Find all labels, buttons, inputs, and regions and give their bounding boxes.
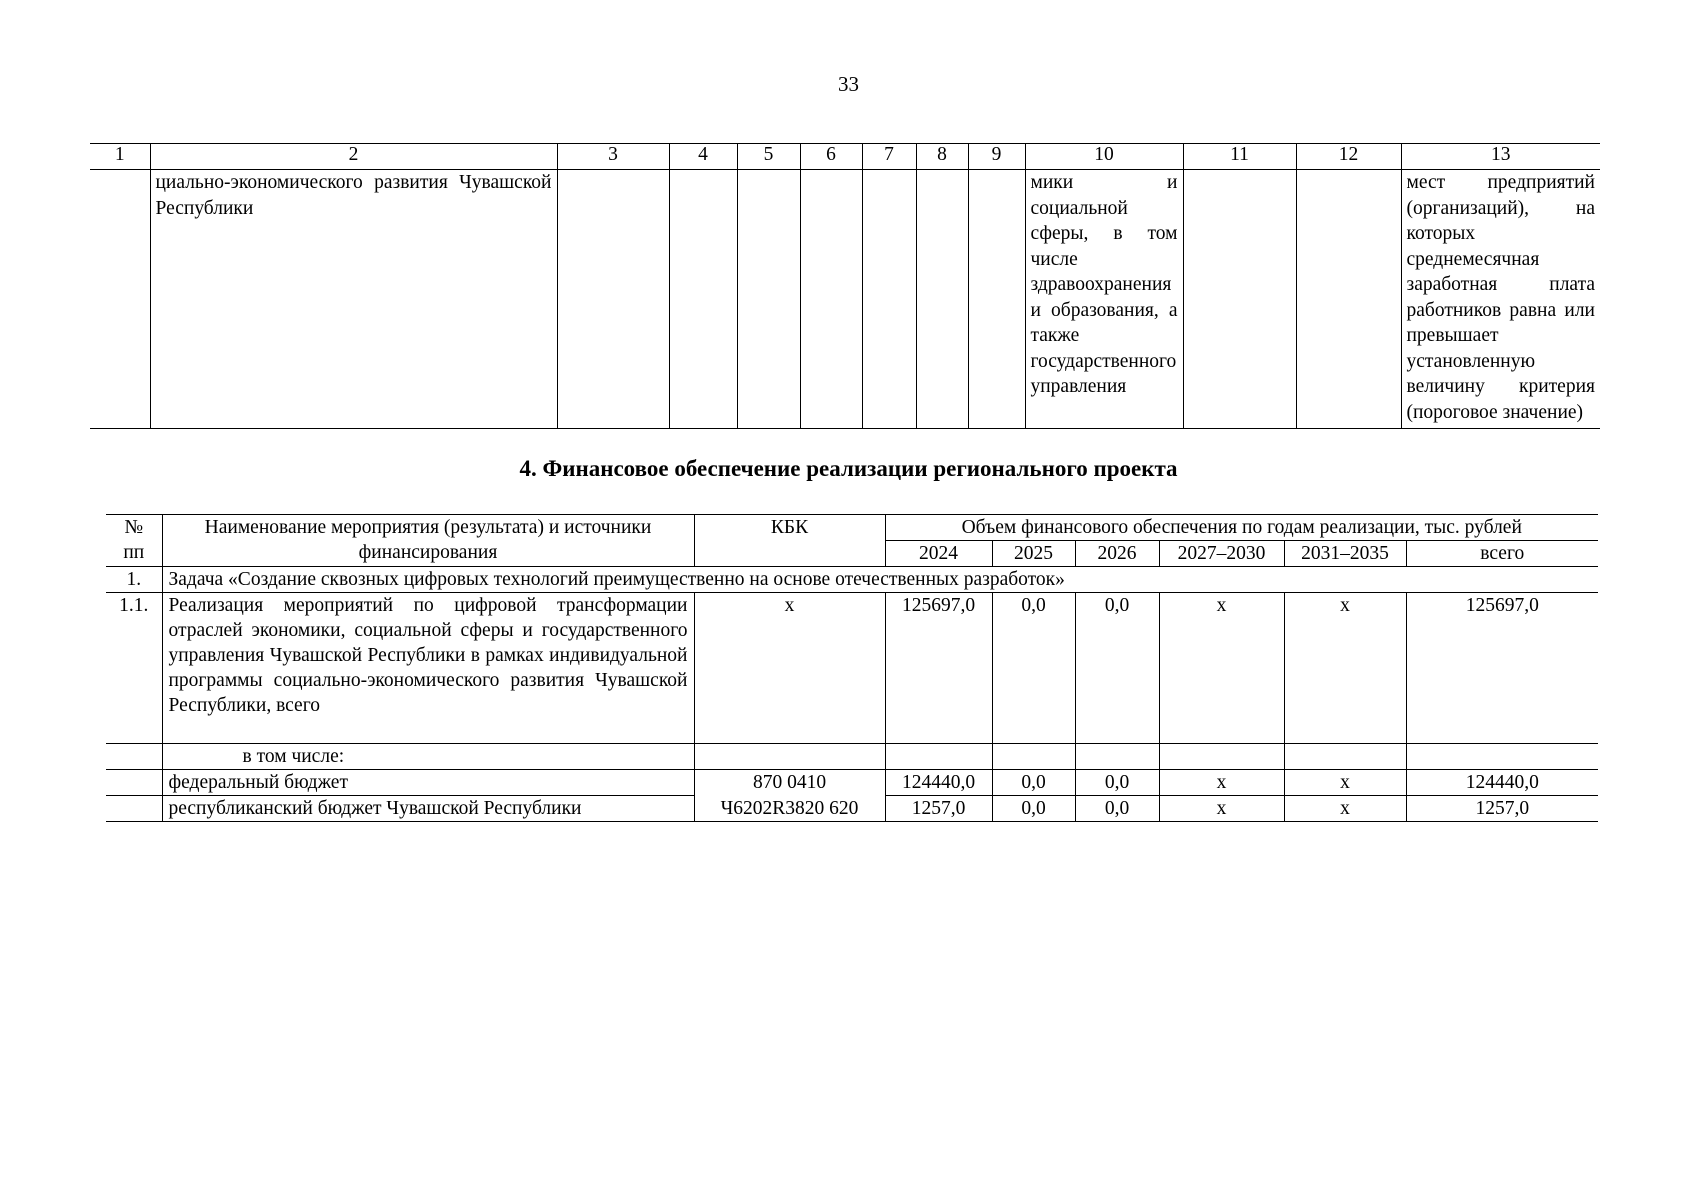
- column-header-volume: Объем финансового обеспечения по годам реализации, тыс. рублей: [885, 515, 1598, 541]
- column-header-year: 2031–2035: [1284, 541, 1406, 567]
- table-cell: мест предприятий (организаций), на которых среднемесячная заработная плата работников равна или превышает установленную величину критерия (пороговое значение): [1401, 170, 1600, 429]
- table-cell: [1183, 170, 1296, 429]
- table-cell: 1.: [106, 567, 162, 593]
- table-cell: х: [694, 593, 885, 744]
- table-cell: [992, 744, 1075, 770]
- table-cell: [106, 744, 162, 770]
- table-cell: [694, 744, 885, 770]
- table-cell: 125697,0: [1406, 593, 1598, 744]
- column-header: 2: [150, 144, 557, 170]
- table-cell: [1406, 744, 1598, 770]
- table-cell: [885, 744, 992, 770]
- column-header-total: всего: [1406, 541, 1598, 567]
- column-header-kbk: КБК: [694, 515, 885, 567]
- table-cell: х: [1284, 593, 1406, 744]
- column-header: 13: [1401, 144, 1600, 170]
- table-cell: [737, 170, 800, 429]
- table-cell: Ч6202R3820 620: [694, 796, 885, 822]
- indicators-table-continuation: [90, 143, 1600, 429]
- column-header: 9: [968, 144, 1025, 170]
- table-cell: 124440,0: [885, 770, 992, 796]
- table-header-row: [90, 144, 1600, 170]
- table-cell: 0,0: [992, 593, 1075, 744]
- table-cell: 0,0: [992, 770, 1075, 796]
- table-cell: 0,0: [992, 796, 1075, 822]
- column-header-year: 2024: [885, 541, 992, 567]
- table-cell: [90, 170, 150, 429]
- table-cell: [1284, 744, 1406, 770]
- table-cell: [1296, 170, 1401, 429]
- table-cell: республиканский бюджет Чувашской Республики: [162, 796, 694, 822]
- column-header: 6: [800, 144, 862, 170]
- column-header-num: № пп: [106, 515, 162, 567]
- column-header-name: Наименование мероприятия (результата) и источники финансирования: [162, 515, 694, 567]
- table-cell: [862, 170, 916, 429]
- table-row-task: [106, 567, 1598, 593]
- column-header: 3: [557, 144, 669, 170]
- table-cell: [557, 170, 669, 429]
- table-row-republic: [106, 796, 1598, 822]
- table-cell: х: [1159, 593, 1284, 744]
- table-header-row: [106, 515, 1598, 541]
- table-cell: х: [1284, 770, 1406, 796]
- table-row: [90, 170, 1600, 429]
- table-cell: х: [1159, 796, 1284, 822]
- item-name: Реализация мероприятий по цифровой трансформации отраслей экономики, социальной сферы и государственного управления Чувашской Республики в рамках индивидуальной программы социально-экономического развития Чувашской Республики, всего: [162, 593, 694, 744]
- page-number: 33: [838, 72, 859, 96]
- column-header-year: 2026: [1075, 541, 1159, 567]
- column-header-year: 2027–2030: [1159, 541, 1284, 567]
- table-cell: х: [1284, 796, 1406, 822]
- table-cell: федеральный бюджет: [162, 770, 694, 796]
- column-header: 11: [1183, 144, 1296, 170]
- column-header: 12: [1296, 144, 1401, 170]
- table-cell: 870 0410: [694, 770, 885, 796]
- table-cell: 1.1.: [106, 593, 162, 744]
- table-cell: х: [1159, 770, 1284, 796]
- table-row: [106, 744, 1598, 770]
- table-cell: 0,0: [1075, 593, 1159, 744]
- table-cell: 124440,0: [1406, 770, 1598, 796]
- table-cell: [800, 170, 862, 429]
- table-row-item: [106, 593, 1598, 744]
- table-cell: мики и социальной сферы, в том числе здравоохранения и образования, а также государственного управления: [1025, 170, 1183, 429]
- table-cell: [1159, 744, 1284, 770]
- column-header-year: 2025: [992, 541, 1075, 567]
- table-cell: 0,0: [1075, 770, 1159, 796]
- table-cell: 1257,0: [885, 796, 992, 822]
- column-header: 1: [90, 144, 150, 170]
- table-cell: [669, 170, 737, 429]
- task-text: Задача «Создание сквозных цифровых технологий преимущественно на основе отечественных разработок»: [162, 567, 1598, 593]
- table-row-federal: [106, 770, 1598, 796]
- financing-table: [106, 514, 1598, 822]
- table-cell: [1075, 744, 1159, 770]
- table-cell: [106, 796, 162, 822]
- section-title: 4. Финансовое обеспечение реализации регионального проекта: [519, 456, 1178, 481]
- table-cell: 1257,0: [1406, 796, 1598, 822]
- column-header: 10: [1025, 144, 1183, 170]
- column-header: 5: [737, 144, 800, 170]
- table-cell: циально-экономического развития Чувашской Республики: [150, 170, 557, 429]
- table-cell: 0,0: [1075, 796, 1159, 822]
- table-cell: [106, 770, 162, 796]
- table-cell: в том числе:: [162, 744, 694, 770]
- column-header: 8: [916, 144, 968, 170]
- column-header: 4: [669, 144, 737, 170]
- column-header: 7: [862, 144, 916, 170]
- table-cell: [968, 170, 1025, 429]
- table-cell: [916, 170, 968, 429]
- table-cell: 125697,0: [885, 593, 992, 744]
